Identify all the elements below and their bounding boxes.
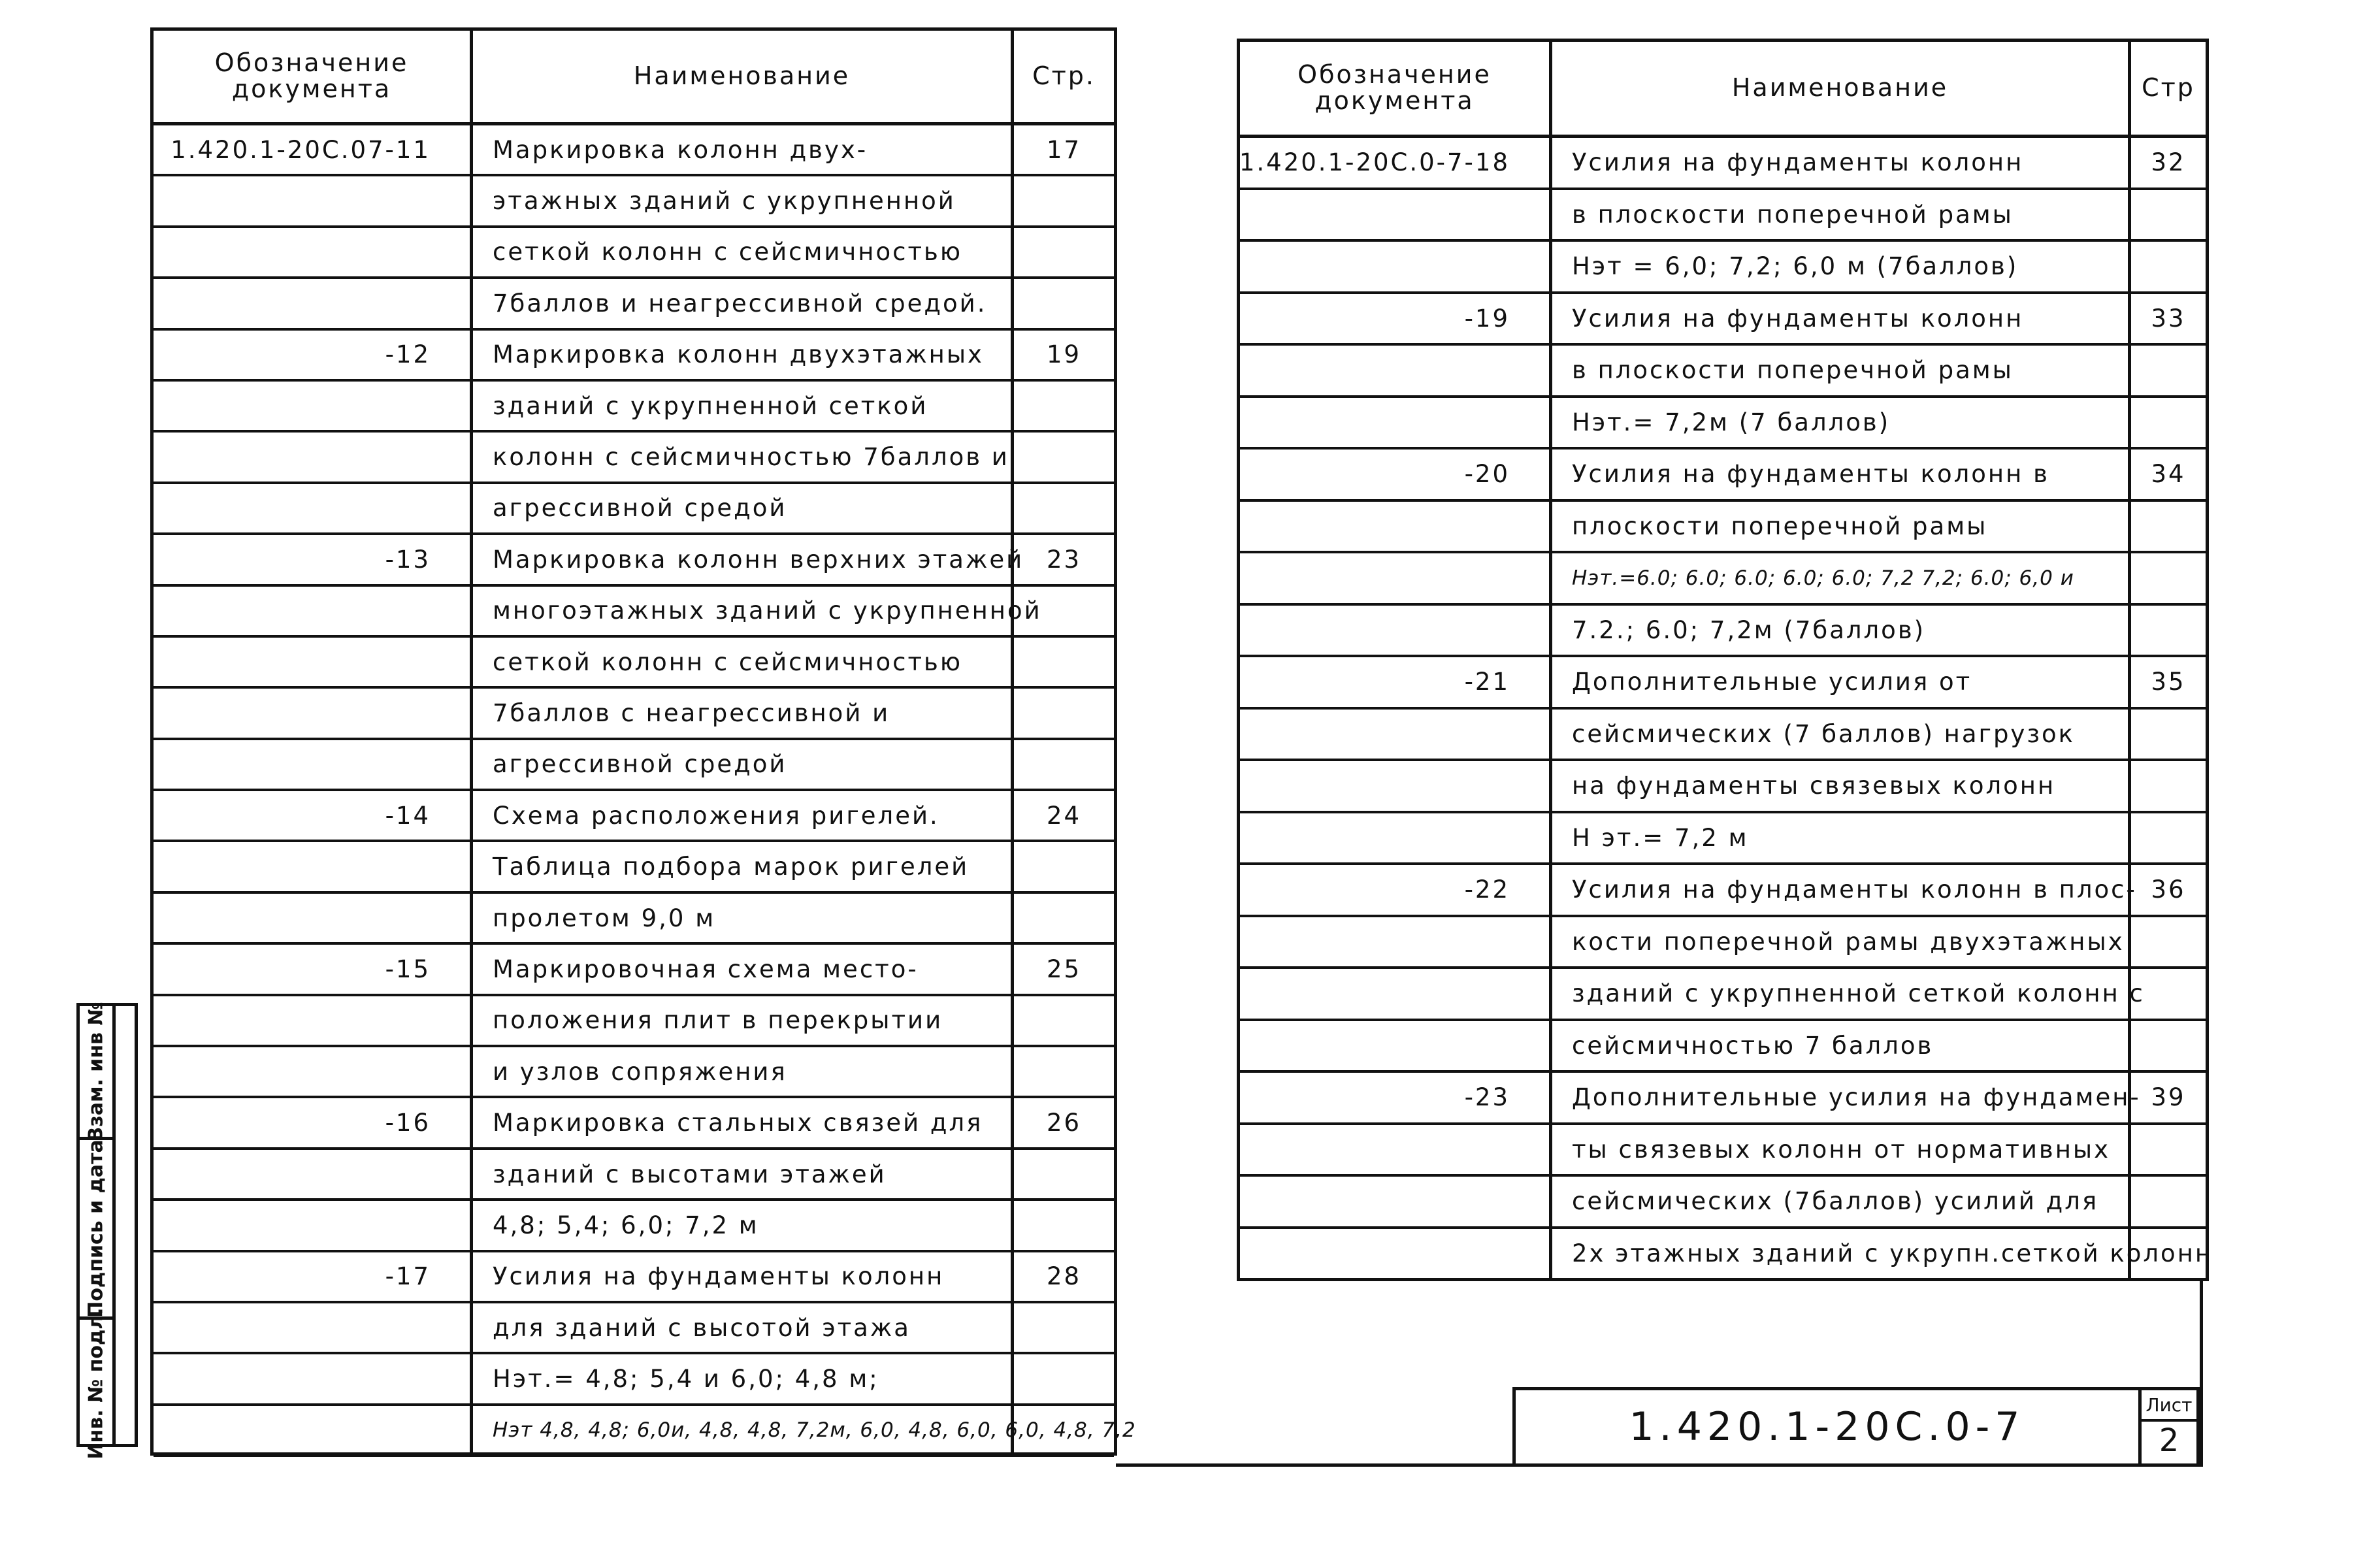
table-row (1240, 346, 2206, 398)
cell-designation: -21 (1240, 657, 1552, 707)
cell-name: Нэт = 6,0; 7,2; 6,0 м (7баллов) (1552, 242, 2131, 291)
cell-designation (154, 1406, 473, 1454)
table-row (154, 1098, 1114, 1149)
table-row (1240, 917, 2206, 970)
cell-name: сеткой колонн с сейсмичностью (473, 228, 1014, 276)
cell-name: зданий с укрупненной сеткой (473, 382, 1014, 430)
cell-designation (154, 1354, 473, 1403)
cell-name: многоэтажных зданий с укрупненной (473, 587, 1014, 635)
cell-page (2131, 190, 2206, 240)
cell-designation: -12 (154, 331, 473, 379)
table-header (154, 31, 1114, 125)
header-name: Наименование (1552, 42, 2131, 135)
title-block (1512, 1387, 2200, 1467)
table-body (1239, 138, 2213, 1281)
header-page: Стр (2142, 73, 2195, 103)
cell-designation: -14 (154, 791, 473, 840)
cell-page (2131, 398, 2206, 448)
table-row (1240, 1021, 2206, 1073)
cell-designation: -13 (154, 535, 473, 583)
cell-page: 17 (1046, 135, 1082, 164)
right-contents-table (1237, 39, 2213, 1281)
header-name: Наименование (473, 31, 1014, 122)
cell-page (2131, 969, 2206, 1019)
cell-page: 39 (2151, 1083, 2186, 1112)
table-row (154, 1303, 1114, 1354)
cell-page (1014, 176, 1114, 225)
cell-page: 26 (1046, 1109, 1082, 1137)
cell-page (1014, 382, 1114, 430)
table-row (154, 331, 1114, 382)
cell-page (1014, 689, 1114, 737)
cell-name: Маркировка колонн двух- (473, 125, 1014, 174)
cell-name: колонн с сейсмичностью 7баллов и (473, 433, 1014, 481)
table-row (154, 1252, 1114, 1303)
table-row (1240, 761, 2206, 813)
cell-page (1014, 484, 1114, 532)
cell-name: кости поперечной рамы двухэтажных (1552, 917, 2131, 967)
cell-designation (1240, 1177, 1552, 1226)
table-row (154, 842, 1114, 893)
cell-designation (1240, 1125, 1552, 1175)
cell-designation (154, 228, 473, 276)
cell-name: ты связевых колонн от нормативных (1552, 1125, 2131, 1175)
table-row (1240, 606, 2206, 658)
cell-name: этажных зданий с укрупненной (473, 176, 1014, 225)
table-row (154, 1150, 1114, 1201)
cell-designation (154, 996, 473, 1045)
cell-name: 7баллов с неагрессивной и (473, 689, 1014, 737)
cell-page: 25 (1046, 955, 1082, 983)
cell-page (2131, 606, 2206, 655)
cell-designation (154, 1201, 473, 1249)
cell-name: положения плит в перекрытии (473, 996, 1014, 1045)
cell-page: 35 (2151, 668, 2186, 696)
table-row (154, 996, 1114, 1047)
cell-designation (1240, 346, 1552, 395)
table-header (1240, 42, 2206, 138)
cell-designation (1240, 190, 1552, 240)
cell-designation: -20 (1240, 449, 1552, 499)
cell-name: Схема расположения ригелей. (473, 791, 1014, 840)
cell-page: 19 (1046, 340, 1082, 369)
cell-designation (1240, 969, 1552, 1019)
cell-name: для зданий с высотой этажа (473, 1303, 1014, 1352)
table-row (154, 740, 1114, 791)
table-row (1240, 553, 2206, 606)
left-contents-table (150, 27, 1136, 1456)
cell-designation (154, 638, 473, 686)
stamp-inv-original: Инв. № подл. (84, 1307, 108, 1460)
table-row (1240, 242, 2206, 294)
table-row (154, 433, 1114, 483)
cell-designation (154, 587, 473, 635)
header-designation: Обозначение документа (1240, 42, 1552, 135)
table-row (154, 382, 1114, 433)
cell-name: Нэт 4,8, 4,8; 6,0и, 4,8, 4,8, 7,2м, 6,0, 4,8, 6,0, 6,0, 4,8, 7,2 (473, 1406, 1014, 1454)
cell-designation (154, 382, 473, 430)
cell-name: Н эт.= 7,2 м (1552, 813, 2131, 863)
table-row (1240, 398, 2206, 450)
table-row (154, 587, 1114, 638)
cell-page: 34 (2151, 460, 2186, 489)
table-row (1240, 1125, 2206, 1177)
cell-name: 7.2.; 6.0; 7,2м (7баллов) (1552, 606, 2131, 655)
cell-page (1014, 279, 1114, 327)
table-row (1240, 1177, 2206, 1229)
cell-page (2131, 1021, 2206, 1071)
cell-designation (154, 433, 473, 481)
stamp-divider (112, 1006, 116, 1444)
side-stamp (76, 1001, 138, 1460)
table-row (154, 1047, 1114, 1098)
table-row (154, 176, 1114, 227)
cell-name: Дополнительные усилия на фундамен- (1552, 1073, 2131, 1122)
table-row (1240, 969, 2206, 1021)
cell-page (2131, 1177, 2206, 1226)
cell-name: Нэт.=6.0; 6.0; 6.0; 6.0; 6.0; 7,2 7,2; 6.0; 6,0 и (1552, 553, 2131, 603)
cell-name: пролетом 9,0 м (473, 894, 1014, 942)
table-row (1240, 294, 2206, 346)
cell-page (1014, 1354, 1114, 1403)
cell-page (1014, 587, 1114, 635)
cell-designation: -23 (1240, 1073, 1552, 1122)
cell-name: агрессивной средой (473, 740, 1014, 789)
cell-page (1014, 228, 1114, 276)
cell-designation (154, 279, 473, 327)
cell-name: сеткой колонн с сейсмичностью (473, 638, 1014, 686)
table-row (1240, 1073, 2206, 1125)
cell-page (1014, 1303, 1114, 1352)
stamp-signature-date: Подпись и дата (80, 1140, 112, 1320)
table-row (1240, 813, 2206, 866)
cell-designation: 1.420.1-20С.07-11 (154, 125, 473, 174)
cell-page: 28 (1046, 1262, 1082, 1291)
table-row (1240, 449, 2206, 502)
table-row (154, 945, 1114, 996)
cell-page (1014, 638, 1114, 686)
cell-designation (1240, 710, 1552, 759)
cell-name: Маркировочная схема место- (473, 945, 1014, 993)
cell-page (2131, 1125, 2206, 1175)
table-row (1240, 657, 2206, 710)
cell-designation (154, 1303, 473, 1352)
table-row (154, 1354, 1114, 1405)
cell-name: сейсмических (7 баллов) нагрузок (1552, 710, 2131, 759)
cell-designation: -16 (154, 1098, 473, 1147)
table-row (154, 894, 1114, 945)
cell-name: агрессивной средой (473, 484, 1014, 532)
cell-name: зданий с высотами этажей (473, 1150, 1014, 1198)
table-row (154, 791, 1114, 842)
header-page: Стр. (1032, 61, 1096, 91)
cell-page (2131, 242, 2206, 291)
table-row (154, 279, 1114, 330)
cell-page: 36 (2151, 875, 2186, 904)
table-row (154, 689, 1114, 740)
cell-name: на фундаменты связевых колонн (1552, 761, 2131, 811)
cell-name: Усилия на фундаменты колонн (1552, 294, 2131, 344)
cell-page (1014, 1201, 1114, 1249)
cell-designation (1240, 502, 1552, 551)
cell-designation (154, 1150, 473, 1198)
cell-designation (1240, 917, 1552, 967)
table-row (154, 125, 1114, 176)
cell-designation (1240, 1229, 1552, 1279)
cell-designation (154, 740, 473, 789)
table-row (1240, 502, 2206, 554)
cell-page (2131, 917, 2206, 967)
cell-designation (154, 842, 473, 890)
header-designation: Обозначение документа (154, 31, 473, 122)
table-row (1240, 1229, 2213, 1281)
cell-designation: -19 (1240, 294, 1552, 344)
cell-page (2131, 346, 2206, 395)
cell-name: Усилия на фундаменты колонн в (1552, 449, 2131, 499)
cell-designation: -15 (154, 945, 473, 993)
document-code: 1.420.1-20С.0-7 (1516, 1390, 2142, 1463)
cell-page (1014, 1047, 1114, 1096)
table-row (154, 1406, 1136, 1457)
cell-page: 33 (2151, 304, 2186, 333)
cell-designation (154, 484, 473, 532)
table-row (154, 1201, 1114, 1252)
cell-designation (1240, 1021, 1552, 1071)
table-row (1240, 190, 2206, 242)
frame-line (2200, 1279, 2203, 1467)
cell-page (1014, 894, 1114, 942)
cell-name: Усилия на фундаменты колонн (1552, 138, 2131, 188)
cell-name: и узлов сопряжения (473, 1047, 1014, 1096)
table-row (1240, 710, 2206, 762)
cell-page (1014, 1150, 1114, 1198)
cell-page (2131, 553, 2206, 603)
cell-page (2131, 502, 2206, 551)
cell-page (2131, 710, 2206, 759)
cell-name: Нэт.= 4,8; 5,4 и 6,0; 4,8 м; (473, 1354, 1014, 1403)
cell-designation (154, 176, 473, 225)
cell-designation (1240, 398, 1552, 448)
cell-page (2131, 813, 2206, 863)
table-row (1240, 138, 2206, 190)
cell-designation (1240, 553, 1552, 603)
stamp-replace-inv: Взам. инв № (80, 1006, 112, 1140)
cell-page (1014, 842, 1114, 890)
cell-page (1014, 433, 1114, 481)
cell-page: 23 (1046, 545, 1082, 574)
cell-name: Усилия на фундаменты колонн (473, 1252, 1014, 1301)
table-row (154, 638, 1114, 689)
cell-name: Маркировка колонн верхних этажей (473, 535, 1014, 583)
table-body (154, 125, 1136, 1457)
cell-page (1014, 1406, 1114, 1454)
cell-name: 7баллов и неагрессивной средой. (473, 279, 1014, 327)
cell-name: Маркировка стальных связей для (473, 1098, 1014, 1147)
cell-designation: -17 (154, 1252, 473, 1301)
cell-designation (154, 894, 473, 942)
cell-name: 2х этажных зданий с укрупн.сеткой колонн (1552, 1229, 2131, 1279)
cell-page (1014, 740, 1114, 789)
cell-designation: -22 (1240, 865, 1552, 915)
cell-designation (1240, 761, 1552, 811)
sheet-label: Лист (2142, 1390, 2196, 1422)
cell-name: Усилия на фундаменты колонн в плос- (1552, 865, 2131, 915)
cell-name: в плоскости поперечной рамы (1552, 346, 2131, 395)
cell-page (2131, 761, 2206, 811)
cell-page: 24 (1046, 801, 1082, 830)
cell-name: в плоскости поперечной рамы (1552, 190, 2131, 240)
cell-page: 32 (2151, 148, 2186, 177)
sheet-number: 2 (2159, 1422, 2179, 1459)
table-row (1240, 865, 2206, 917)
cell-designation (154, 1047, 473, 1096)
cell-designation: 1.420.1-20С.0-7-18 (1240, 138, 1552, 188)
cell-name: 4,8; 5,4; 6,0; 7,2 м (473, 1201, 1014, 1249)
cell-name: Таблица подбора марок ригелей (473, 842, 1014, 890)
cell-name: Маркировка колонн двухэтажных (473, 331, 1014, 379)
cell-name: сейсмичностью 7 баллов (1552, 1021, 2131, 1071)
table-row (154, 484, 1114, 535)
table-row (154, 535, 1114, 586)
cell-page (1014, 996, 1114, 1045)
cell-name: плоскости поперечной рамы (1552, 502, 2131, 551)
cell-designation (154, 689, 473, 737)
cell-designation (1240, 242, 1552, 291)
cell-name: зданий с укрупненной сеткой колонн с (1552, 969, 2131, 1019)
table-row (154, 228, 1114, 279)
cell-designation (1240, 813, 1552, 863)
cell-designation (1240, 606, 1552, 655)
cell-name: сейсмических (7баллов) усилий для (1552, 1177, 2131, 1226)
cell-page (2131, 1229, 2206, 1279)
cell-name: Нэт.= 7,2м (7 баллов) (1552, 398, 2131, 448)
cell-name: Дополнительные усилия от (1552, 657, 2131, 707)
